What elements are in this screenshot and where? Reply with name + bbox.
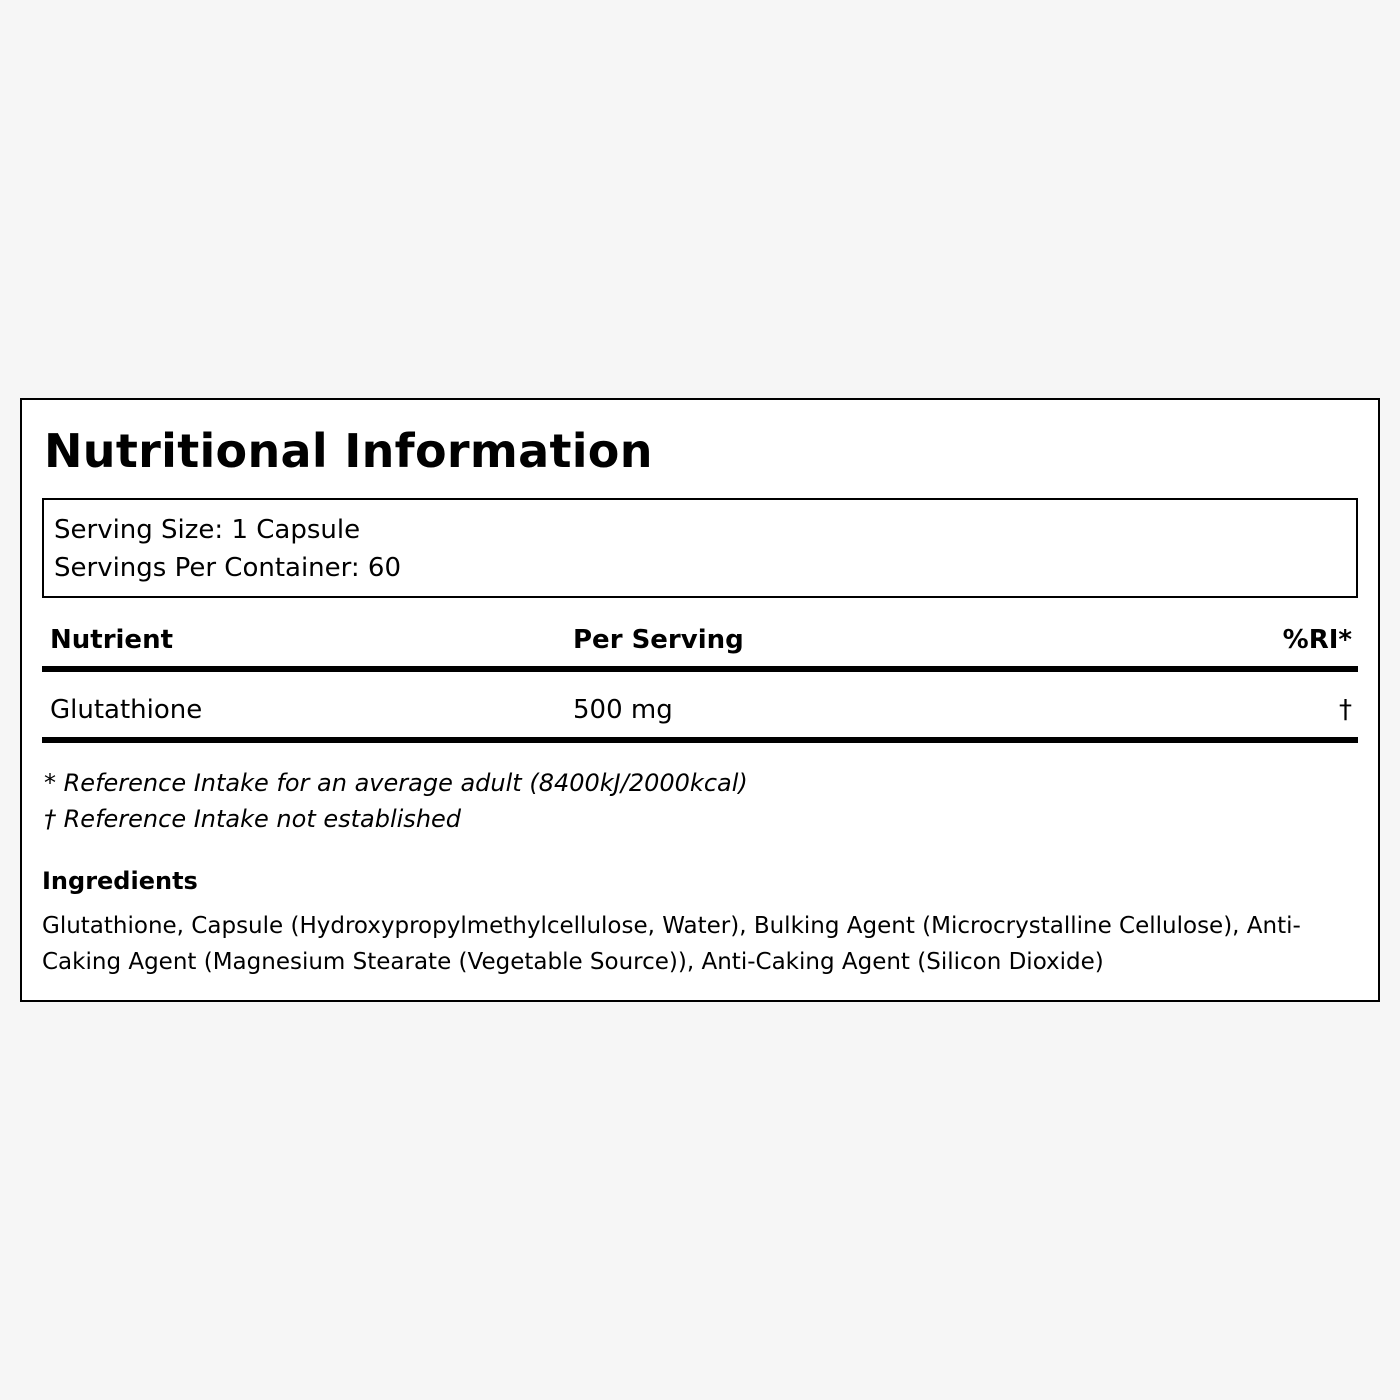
serving-info-box — [42, 498, 1358, 598]
servings-per-container: Servings Per Container: 60 — [54, 553, 402, 583]
serving-size: Serving Size: 1 Capsule — [54, 515, 361, 545]
footnote-reference-intake: * Reference Intake for an average adult (8400kJ/2000kcal) — [44, 769, 748, 797]
row-ri-value: † — [1339, 695, 1352, 725]
nutrition-panel — [20, 398, 1380, 1002]
footnote-not-established: † Reference Intake not established — [44, 805, 462, 833]
table-bottom-divider — [42, 737, 1358, 743]
header-per-serving: Per Serving — [573, 625, 744, 655]
header-nutrient: Nutrient — [50, 625, 174, 655]
row-nutrient-name: Glutathione — [50, 695, 203, 725]
panel-title: Nutritional Information — [44, 424, 653, 478]
header-divider — [42, 666, 1358, 672]
row-per-serving-value: 500 mg — [573, 695, 673, 725]
ingredients-heading: Ingredients — [42, 867, 198, 895]
header-ri: %RI* — [1282, 625, 1352, 655]
ingredients-list: Glutathione, Capsule (Hydroxypropylmethylcellulose, Water), Bulking Agent (Microcrystalline Cellulose), Anti-Caking Agent (Magnesium Stearate (Vegetable Source)), Anti-Caking Agent (Silicon Dioxide) — [42, 913, 1301, 975]
